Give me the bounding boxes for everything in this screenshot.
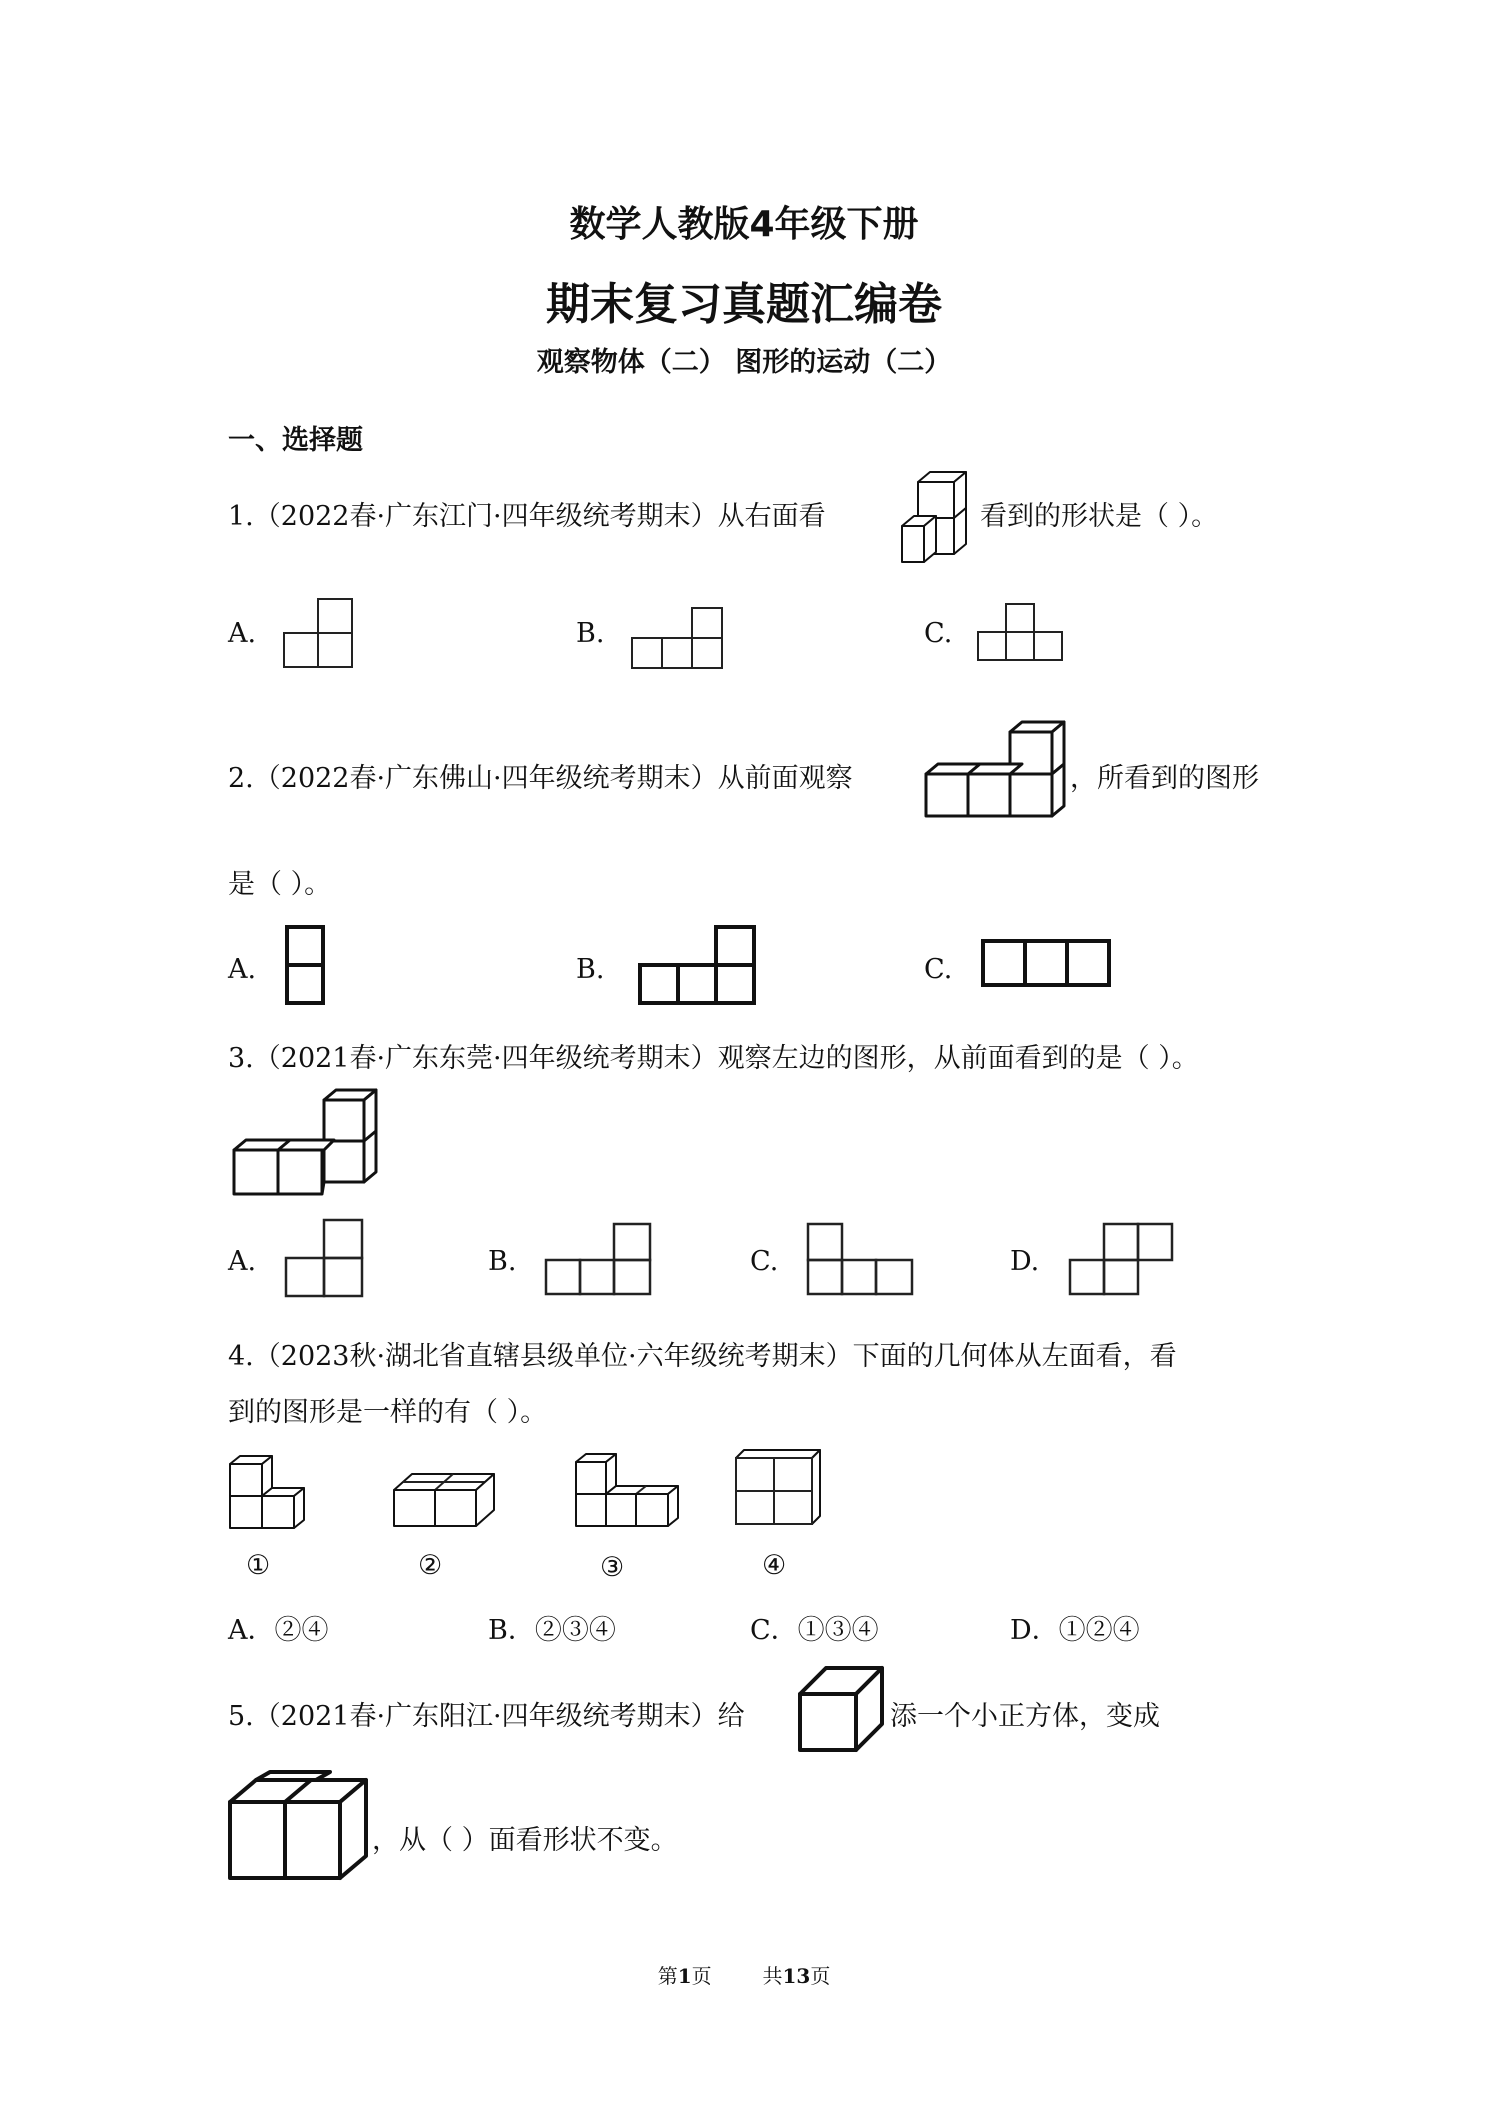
question-number: 5. [228, 1701, 254, 1732]
question-number: 3. [228, 1043, 254, 1074]
q4-figure-label-4: ④ [762, 1550, 787, 1581]
q3-option-c-label: C. [750, 1246, 779, 1277]
q1-option-a-figure [282, 598, 354, 670]
q2-option-a-figure [284, 924, 328, 1008]
question-text: （2022春·广东江门·四年级统考期末）从右面看 [253, 501, 826, 532]
question-5-text [228, 1694, 745, 1733]
q1-option-c-label: C. [924, 618, 953, 649]
q4-figure-label-1: ① [246, 1550, 271, 1581]
q1-option-b-label: B. [576, 618, 605, 649]
question-1-text [228, 494, 826, 533]
section-heading: 一、选择题 [228, 425, 363, 456]
question-2-text-end: ，所看到的图形 [1070, 763, 1259, 794]
q4-option-c: C．①③④ [750, 1615, 879, 1646]
question-3-text [228, 1036, 1199, 1075]
total-prefix: 共 [762, 1964, 783, 1988]
q2-option-a-label: A. [228, 954, 257, 985]
question-1-solid-figure [896, 470, 968, 566]
total-suffix: 页 [810, 1964, 831, 1988]
question-text: （2021春·广东东莞·四年级统考期末）观察左边的图形，从前面看到的是（ ）。 [253, 1043, 1199, 1074]
page-footer [0, 1960, 1488, 1989]
q3-option-c-figure [806, 1222, 916, 1298]
q3-option-b-figure [544, 1222, 654, 1298]
q4-solid-figure-4 [732, 1446, 824, 1528]
question-4-text-line2: 到的图形是一样的有（ ）。 [228, 1397, 548, 1428]
question-text: （2021春·广东阳江·四年级统考期末）给 [253, 1701, 745, 1732]
q2-option-b-label: B. [576, 954, 605, 985]
question-4-text [228, 1334, 1177, 1373]
page-prefix: 第 [657, 1964, 678, 1988]
question-2-solid-figure [918, 716, 1068, 820]
q1-option-a-label: A. [228, 618, 257, 649]
total-pages: 13 [782, 1964, 811, 1988]
q3-option-a-figure [284, 1218, 366, 1300]
q4-solid-figure-2 [390, 1470, 500, 1534]
q2-option-c-label: C. [924, 954, 953, 985]
q4-figure-label-3: ③ [600, 1552, 625, 1583]
q2-option-b-figure [636, 924, 760, 1008]
q3-option-d-label: D. [1010, 1246, 1040, 1277]
question-number: 1. [228, 501, 254, 532]
question-3-solid-figure [228, 1086, 380, 1200]
question-5-result-figure [226, 1768, 370, 1882]
q4-option-d: D．①②④ [1010, 1615, 1140, 1646]
exam-subtitle: 观察物体（二） 图形的运动（二） [536, 347, 952, 378]
question-1-text-end: 看到的形状是（ ）。 [980, 501, 1219, 532]
q3-option-b-label: B. [488, 1246, 517, 1277]
page-number: 1 [677, 1964, 692, 1988]
q4-option-a: A．②④ [228, 1615, 329, 1646]
q4-option-b: B．②③④ [488, 1615, 616, 1646]
q4-solid-figure-1 [228, 1452, 312, 1532]
question-2-text [228, 756, 853, 795]
q2-option-c-figure [980, 938, 1114, 990]
q1-option-c-figure [976, 602, 1066, 664]
q1-option-b-figure [630, 606, 726, 670]
question-text: （2022春·广东佛山·四年级统考期末）从前面观察 [253, 763, 853, 794]
q4-solid-figure-3 [574, 1450, 684, 1532]
question-2-text-line2: 是（ ）。 [228, 869, 332, 900]
q3-option-a-label: A. [228, 1246, 257, 1277]
document-title: 数学人教版4年级下册 [569, 204, 919, 245]
question-5-text-end: 添一个小正方体，变成 [890, 1701, 1160, 1732]
question-text: （2023秋·湖北省直辖县级单位·六年级统考期末）下面的几何体从左面看，看 [253, 1341, 1177, 1372]
page-suffix: 页 [691, 1964, 712, 1988]
q4-figure-label-2: ② [418, 1550, 443, 1581]
question-5-single-cube [796, 1664, 888, 1756]
q3-option-d-figure [1068, 1222, 1176, 1298]
question-5-text-line2: ，从（ ）面看形状不变。 [372, 1825, 678, 1856]
question-number: 4. [228, 1341, 254, 1372]
question-number: 2. [228, 763, 254, 794]
exam-title: 期末复习真题汇编卷 [546, 279, 942, 330]
